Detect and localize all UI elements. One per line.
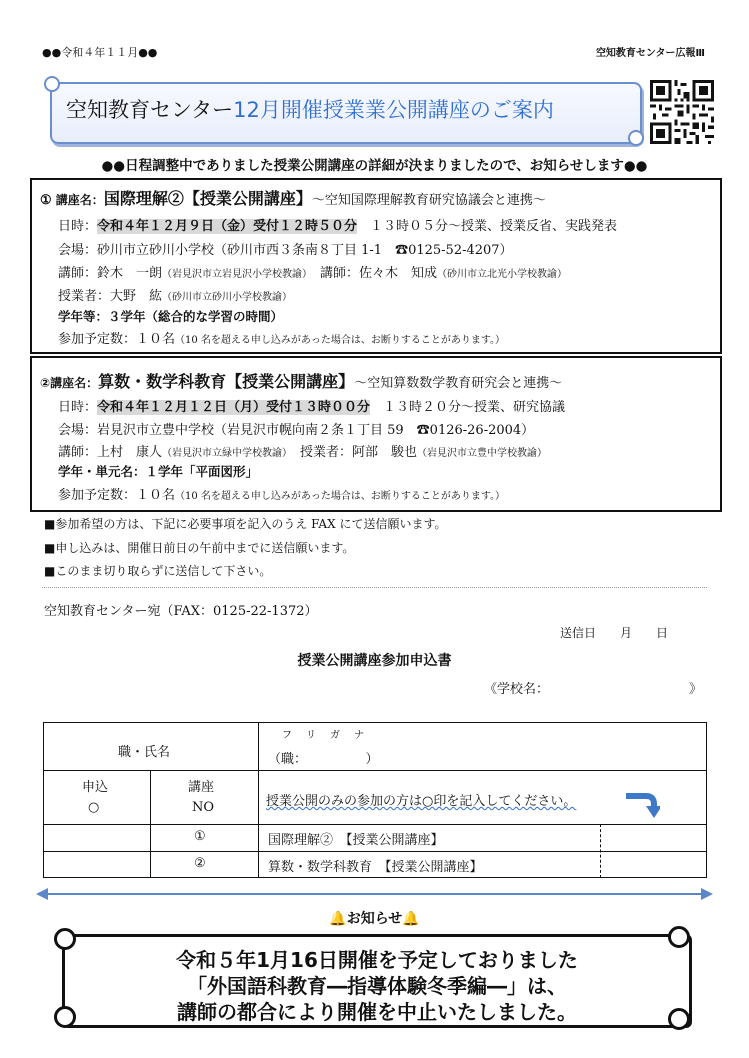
announcement-line-3: 講師の都合により開催を中止いたしました。 [177,1000,577,1024]
course-2-lecturer: 講師：上村 康人（岩見沢市立緑中学校教諭） 授業者：阿部 駿也（岩見沢市立豊中学校教諭） [58,445,548,460]
course-1-grade: 学年等：３学年（総合的な学習の時間） [58,309,284,324]
title-part1: 空知教育センター [66,98,234,122]
row-2-course: 算数・数学科教育 【授業公開講座】 [268,860,483,875]
announcement-line-2: 「外国語科教育―指導体験冬季編―」は、 [187,974,567,998]
instruction-text: 授業公開のみの参加の方は○印を記入してください。 [266,794,577,809]
fax-recipient: 空知教育センター宛（FAX：0125-22-1372） [44,604,318,619]
issue-date: ●●令和４年１１月●● [42,46,158,59]
row-1-course: 国際理解② 【授業公開講座】 [268,833,444,848]
course-2-name: 算数・数学科教育【授業公開講座】 [98,372,355,391]
note-item: ■参加希望の方は、下記に必要事項を記入のうえ FAX にて送信願います。 [44,517,447,531]
intro-text: ●●日程調整中でありました授業公開講座の詳細が決まりましたので、お知らせします●● [101,158,648,174]
course-2-venue: 会場：岩見沢市立豊中学校（岩見沢市幌向南２条１丁目 59 ☎0126-26-2004） [58,423,535,438]
note-item: ■申し込みは、開催日前日の午前中までに送信願います。 [44,541,355,555]
name-header: 職・氏名 [118,745,171,760]
scroll-curl-icon [44,76,60,92]
course-2-grade: 学年・単元名：１学年「平面図形」 [58,464,259,479]
row-2-apply-cell[interactable] [43,851,150,878]
course-header: 講座 [188,780,215,795]
page-title [66,94,554,124]
arrow-right-icon [701,888,713,900]
course-1-heading: ① 講座名：国際理解②【授業公開講座】～空知国際理解教育研究協議会と連携～ [40,189,546,208]
course-1-date: 日時：令和４年１２月９日（金）受付１２時５０分 １３時０５分～授業、授業反省、実践発表 [58,219,618,234]
apply-header: 申込 [82,780,109,795]
furigana-label: フ リ ガ ナ [282,730,366,741]
course-2-heading: ②講座名：算数・数学科教育【授業公開講座】～空知算数数学教育研究会と連携～ [40,372,563,391]
announcement-line-1: 令和５年1月16日開催を予定しておりました [176,948,578,972]
course-1-teacher: 授業者：大野 紘（砂川市立砂川小学校教諭） [58,289,293,304]
course-2-date: 日時：令和４年１２月１２日（月）受付１３時００分 １３時２０分～授業、研究協議 [58,400,566,415]
row-2-no: ② [194,856,206,871]
scroll-curl-icon [628,130,644,146]
course-2-collab: ～空知算数数学教育研究会と連携～ [354,376,563,391]
announcement-heading: 🔔お知らせ🔔 [329,911,420,927]
bell-icon: 🔔 [329,911,347,927]
course-2-capacity: 参加予定数：１０名（10 名を超える申し込みがあった場合は、お断りすることがあります。） [58,488,506,503]
course-1-lecturers: 講師：鈴木 一朗（岩見沢市立岩見沢小学校教諭） 講師：佐々木 知成（砂川市立北光小学校教諭） [58,266,568,281]
row-1-no: ① [194,829,206,844]
course-1-collab: ～空知国際理解教育研究協議会と連携～ [311,193,546,208]
divider-line [42,893,707,895]
qr-code-icon [650,80,714,144]
course-1-capacity: 参加予定数：１０名（10 名を超える申し込みがあった場合は、お断りすることがあります。） [58,332,506,347]
course-1-name: 国際理解②【授業公開講座】 [103,189,312,208]
apply-mark[interactable]: ○ [88,800,100,815]
school-name-field[interactable]: 《学校名： 》 [484,682,702,697]
course-no-header: NO [192,800,215,815]
form-title: 授業公開講座参加申込書 [297,653,452,669]
cut-line [42,587,707,588]
turn-down-arrow-icon [624,790,660,820]
note-item: ■このまま切り取らずに送信して下さい。 [44,564,272,578]
course-1-venue: 会場：砂川市立砂川小学校（砂川市西３条南８丁目 1-1 ☎0125-52-4207） [58,243,513,258]
row-1-apply-cell[interactable] [43,824,150,851]
send-date-field[interactable]: 送信日 月 日 [560,626,669,640]
issue-label: 空知教育センター広報Ⅲ [595,48,705,59]
arrow-left-icon [36,888,48,900]
bell-icon: 🔔 [402,911,420,927]
title-part2: 12月開催授業業公開講座のご案内 [233,98,554,122]
name-input[interactable]: （職： ） [268,752,379,767]
